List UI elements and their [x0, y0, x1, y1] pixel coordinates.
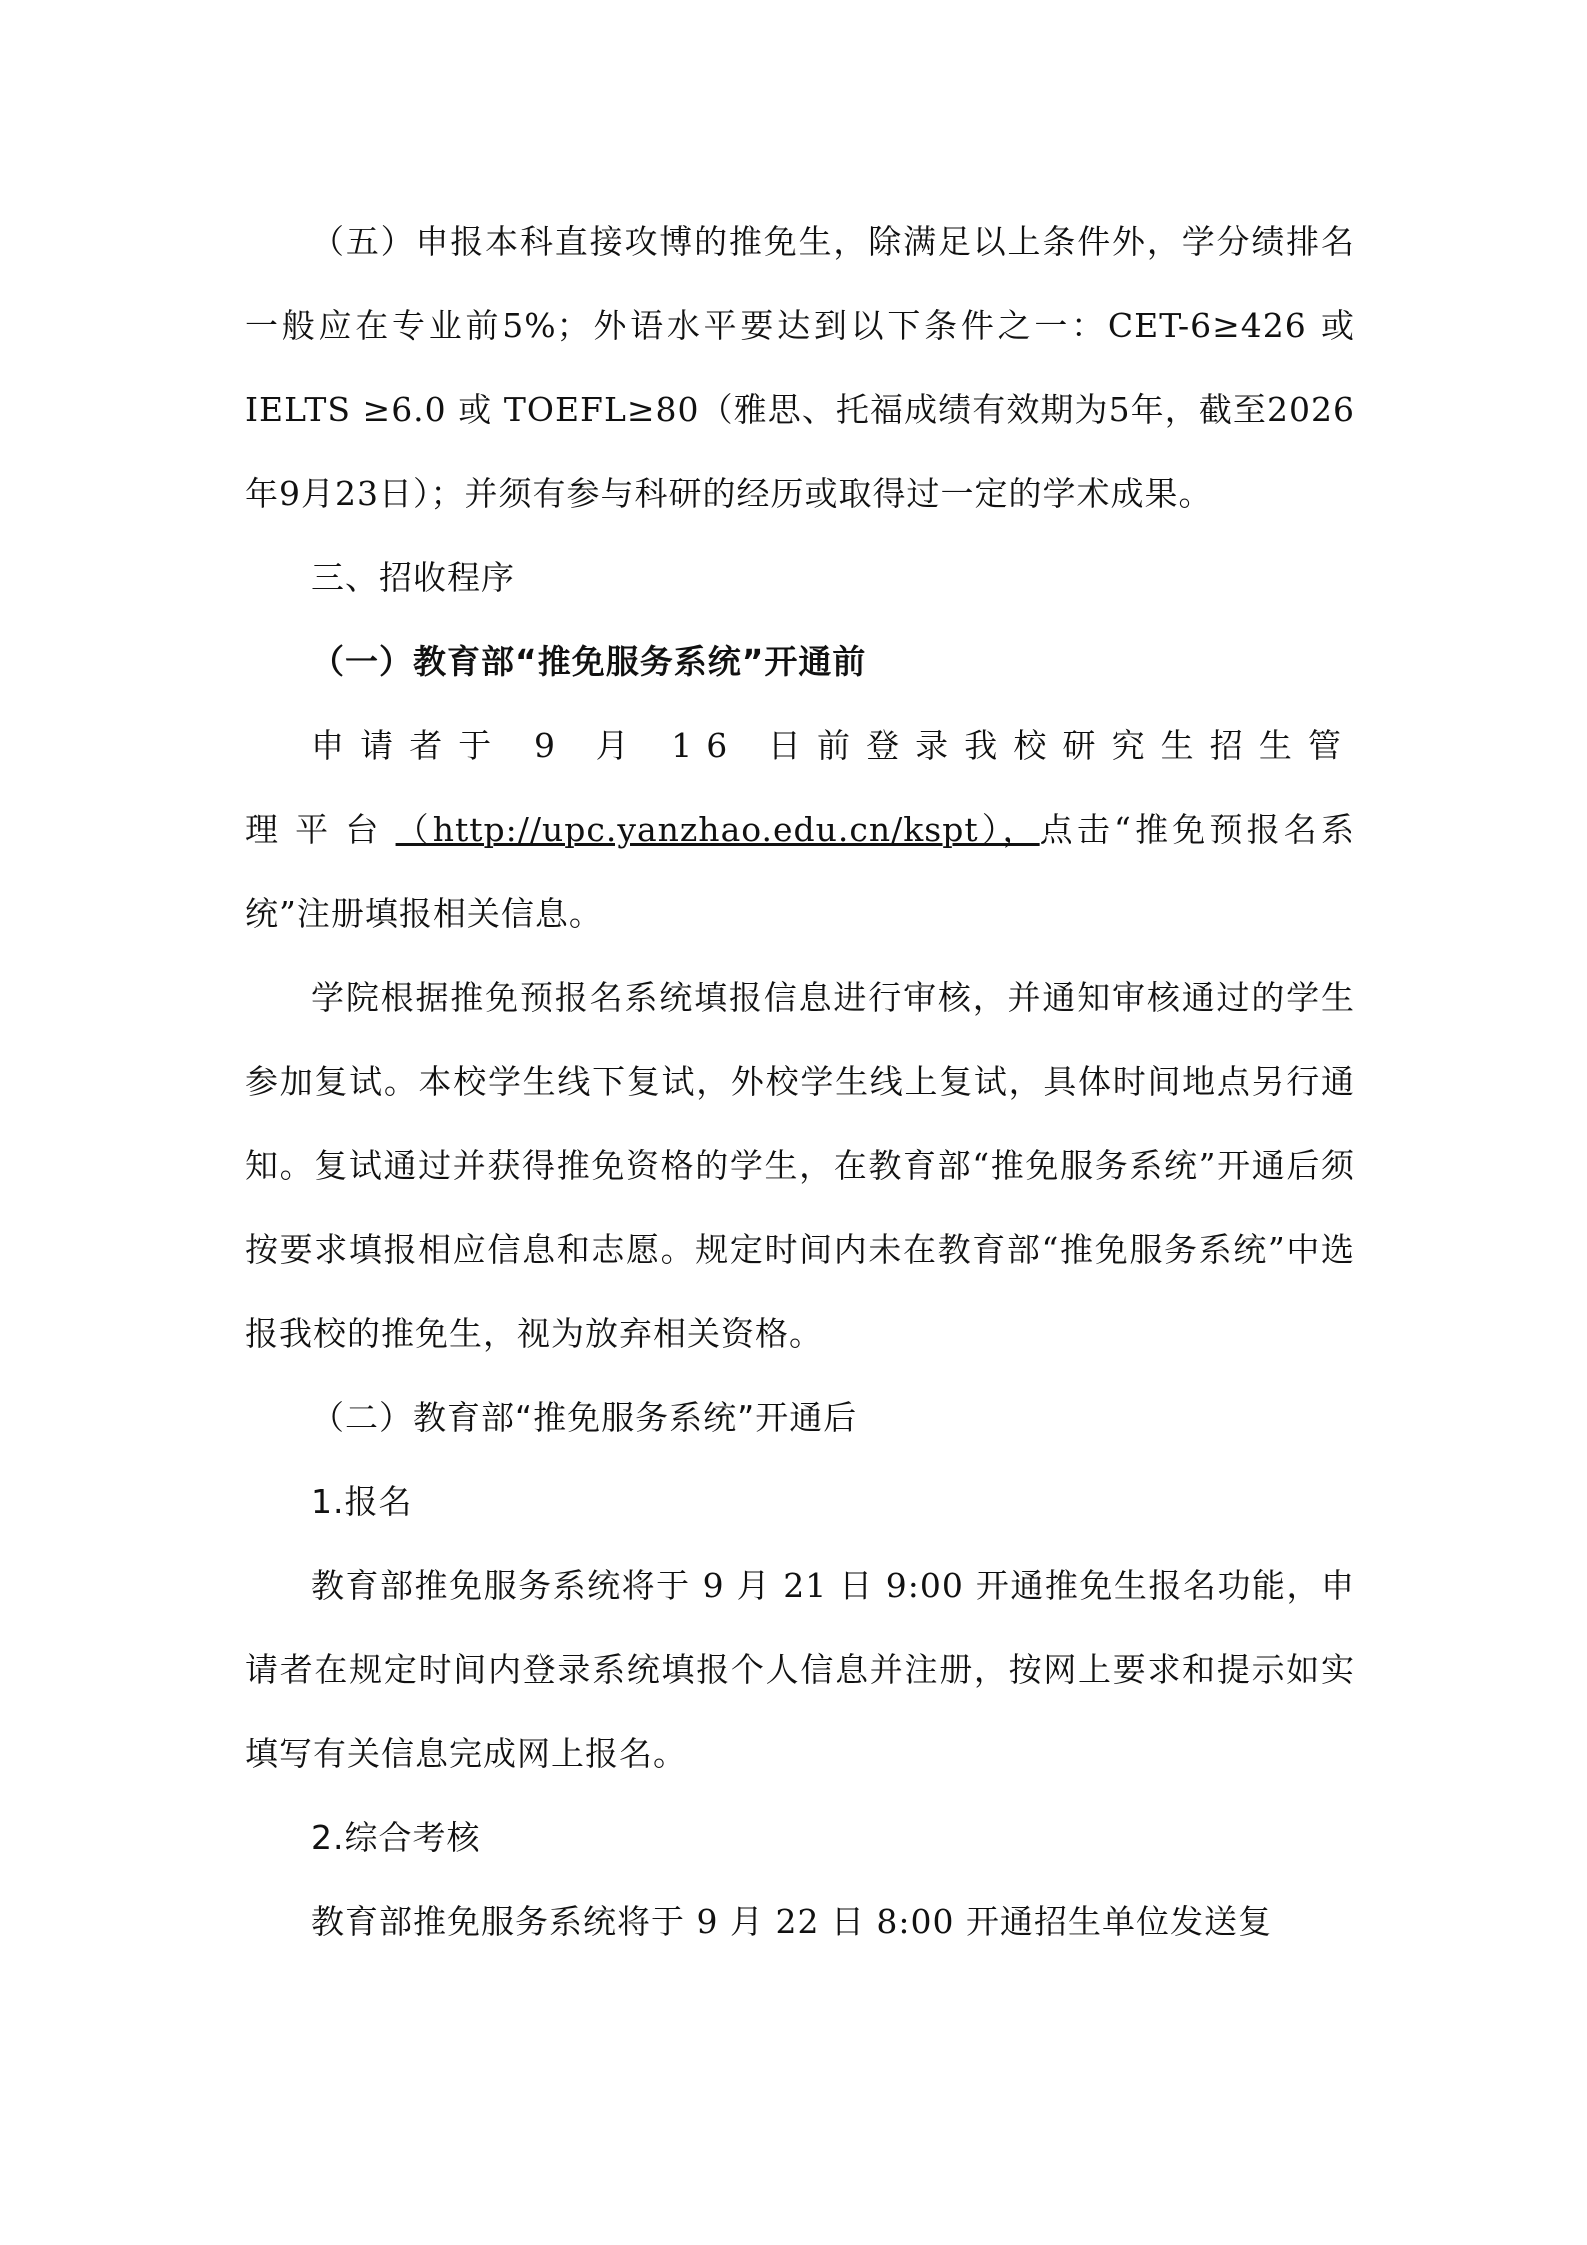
subheading-before-system-opens: （一）教育部“推免服务系统”开通前 — [311, 642, 867, 681]
subheading-after-system-opens: （二）教育部“推免服务系统”开通后 — [311, 1398, 858, 1437]
document-body — [245, 200, 1355, 1964]
section-heading-admission-procedure: 三、招收程序 — [311, 558, 515, 597]
paragraph-pre-registration — [245, 704, 1355, 956]
pre-registration-text: 申请者于 9 月 16 日前登录我校研究生招生管理平台 — [245, 726, 1355, 849]
item-heading-comprehensive-assessment: 2.综合考核 — [311, 1818, 481, 1857]
pre-registration-text-end: 点击“推免预报名系统”注册填报相关信息。 — [245, 810, 1355, 933]
paragraph-review-and-interview: 学院根据推免预报名系统填报信息进行审核，并通知审核通过的学生参加复试。本校学生线下复试，外校学生线上复试，具体时间地点另行通知。复试通过并获得推免资格的学生，在教育部“推免服务系统”开通后须按要求填报相应信息和志愿。规定时间内未在教育部“推免服务系统”中选报我校的推免生，视为放弃相关资格。 — [245, 978, 1355, 1353]
paragraph-comprehensive-assessment: 教育部推免服务系统将于 9 月 22 日 8:00 开通招生单位发送复 — [311, 1902, 1273, 1941]
admission-platform-link[interactable]: （http://upc.yanzhao.edu.cn/kspt）， — [395, 810, 1040, 849]
paragraph-registration: 教育部推免服务系统将于 9 月 21 日 9:00 开通推免生报名功能，申请者在规定时间内登录系统填报个人信息并注册，按网上要求和提示如实填写有关信息完成网上报名。 — [245, 1566, 1355, 1773]
paragraph-doctoral-requirements: （五）申报本科直接攻博的推免生，除满足以上条件外，学分绩排名一般应在专业前5%；外语水平要达到以下条件之一：CET-6≥426 或 IELTS ≥6.0 或 TOEFL≥80（雅思、托福成绩有效期为5年，截至2026年9月23日）；并须有参与科研的经历或取得过一定的学术成果。 — [245, 222, 1355, 513]
item-heading-registration: 1.报名 — [311, 1482, 413, 1521]
